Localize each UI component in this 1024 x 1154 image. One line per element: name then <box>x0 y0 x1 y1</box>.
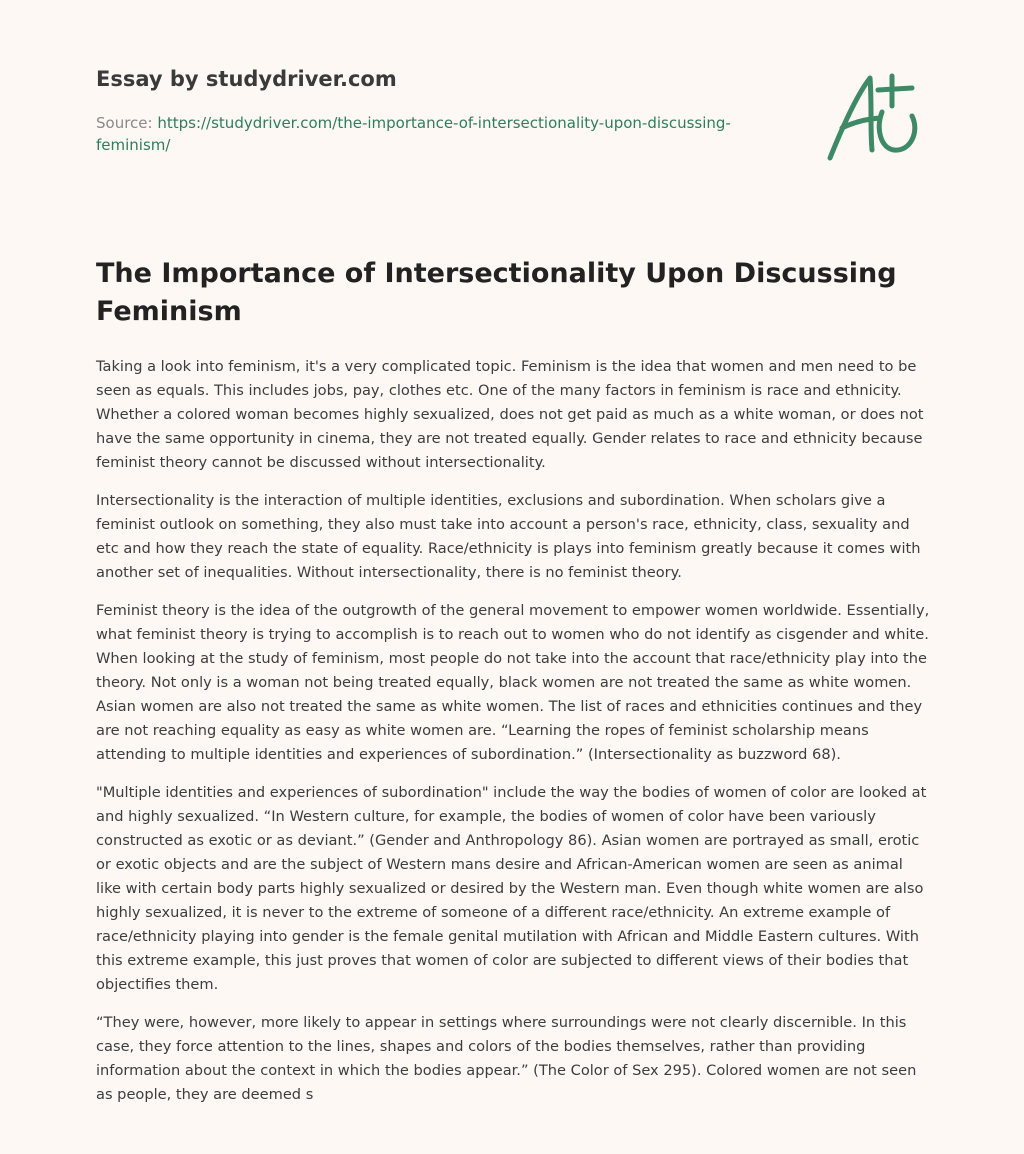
paragraph: “They were, however, more likely to appear in settings where surroundings were not clearly discernible. In this case, they force attention to the lines, shapes and colors of the bodies themselves, rather than providing information about the context in which the bodies appear.” (The Color of Sex 295). Colored women are not seen as people, they are deemed s <box>96 1014 917 1103</box>
brand-title: Essay by studydriver.com <box>96 67 397 91</box>
paragraph: Intersectionality is the interaction of multiple identities, exclusions and subordination. When scholars give a feminist outlook on something, they also must take into account a person's race, ethnicity, class, sexuality and etc and how they reach the state of equality. Race/ethnicity is plays into feminism greatly because it comes with another set of inequalities. Without intersectionality, there is no feminist theory. <box>96 492 921 581</box>
source-label: Source: <box>96 114 158 132</box>
essay-body <box>96 355 931 1121</box>
source-line <box>96 112 736 156</box>
paragraph: Feminist theory is the idea of the outgrowth of the general movement to empower women worldwide. Essentially, what feminist theory is trying to accomplish is to reach out to women who do not identify as cisgender and white. When looking at the study of feminism, most people do not take into the account that race/ethnicity play into the theory. Not only is a woman not being treated equally, black women are not treated the same as white women. Asian women are also not treated the same as white women. The list of races and ethnicities continues and they are not reaching equality as easy as white women are. “Learning the ropes of feminist scholarship means attending to multiple identities and experiences of subordination.” (Intersectionality as buzzword 68). <box>96 602 930 763</box>
essay-title: The Importance of Intersectionality Upon Discussing Feminism <box>96 258 897 327</box>
a-plus-logo-icon <box>820 66 930 166</box>
essay-header <box>96 64 736 156</box>
paragraph: Taking a look into feminism, it's a very complicated topic. Feminism is the idea that women and men need to be seen as equals. This includes jobs, pay, clothes etc. One of the many factors in feminism is race and ethnicity. Whether a colored woman becomes highly sexualized, does not get paid as much as a white woman, or does not have the same opportunity in cinema, they are not treated equally. Gender relates to race and ethnicity because feminist theory cannot be discussed without intersectionality. <box>96 358 924 471</box>
paragraph: "Multiple identities and experiences of subordination" include the way the bodies of women of color are looked at and highly sexualized. “In Western culture, for example, the bodies of women of color have been variously constructed as exotic or as deviant.” (Gender and Anthropology 86). Asian women are portrayed as small, erotic or exotic objects and are the subject of Western mans desire and African-American women are seen as animal like with certain body parts highly sexualized or desired by the Western man. Even though white women are also highly sexualized, it is never to the extreme of someone of a different race/ethnicity. An extreme example of race/ethnicity playing into gender is the female genital mutilation with African and Middle Eastern cultures. With this extreme example, this just proves that women of color are subjected to different views of their bodies that objectifies them. <box>96 784 927 993</box>
source-link[interactable]: https://studydriver.com/the-importance-of-intersectionality-upon-discussing-feminism/ <box>96 114 731 154</box>
